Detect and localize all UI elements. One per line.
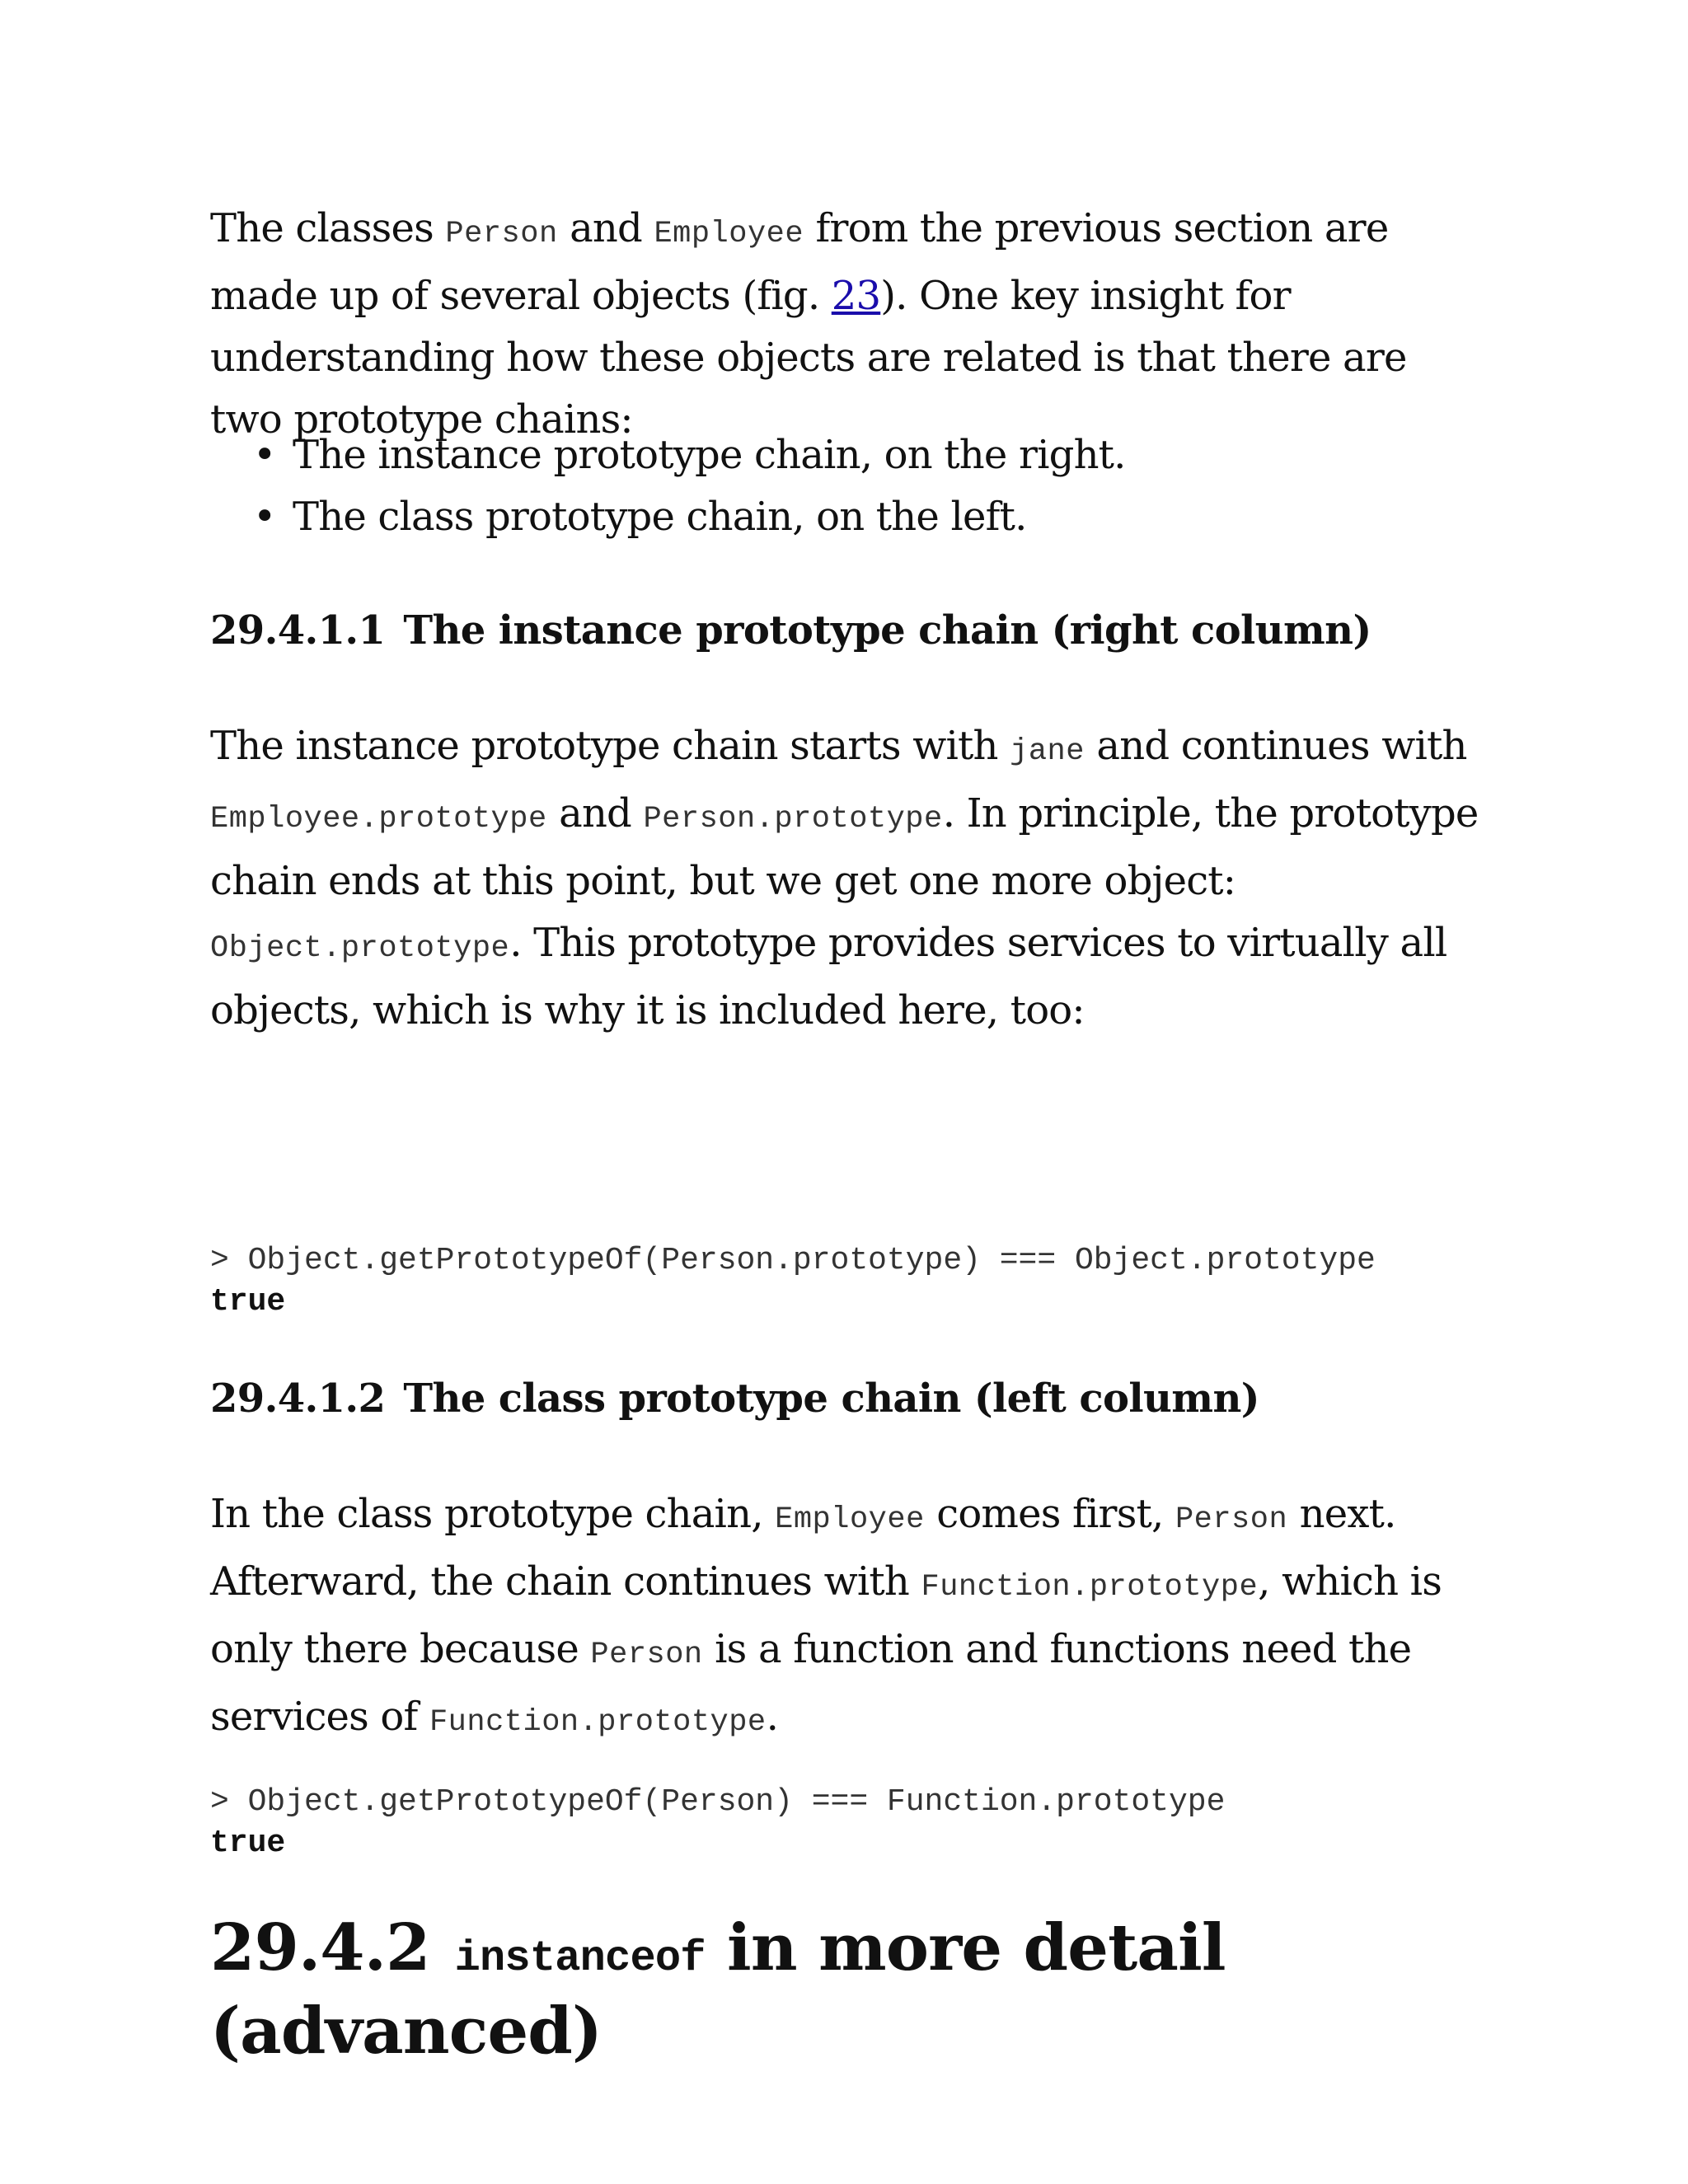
bullet-list xyxy=(210,424,1479,548)
code-input: > Object.getPrototypeOf(Person) === Function.prototype xyxy=(210,1784,1226,1820)
inline-code: Function.prototype xyxy=(921,1570,1259,1605)
inline-code: Employee xyxy=(775,1502,925,1537)
inline-code: Person xyxy=(590,1638,703,1672)
section-number: 29.4.1.1 xyxy=(210,607,386,654)
inline-code: Function.prototype xyxy=(429,1705,767,1740)
section-number: 29.4.1.2 xyxy=(210,1376,386,1422)
code-result: true xyxy=(210,1825,286,1861)
bullet-icon: • xyxy=(253,494,276,540)
heading-code: instanceof xyxy=(454,1934,706,1983)
section-number: 29.4.2 xyxy=(210,1910,430,1985)
section-heading-class-chain-title xyxy=(210,1368,1259,1430)
list-item: • The class prototype chain, on the left. xyxy=(210,486,1479,548)
section-title: The instance prototype chain (right column) xyxy=(403,607,1372,654)
section-heading-instanceof xyxy=(210,1912,1479,2068)
inline-code: jane xyxy=(1010,734,1085,769)
inline-code: Employee xyxy=(654,217,804,251)
code-block-class-chain xyxy=(210,1782,1225,1864)
inline-code: Person xyxy=(445,217,558,251)
section-title: The class prototype chain (left column) xyxy=(403,1376,1259,1422)
instance-chain-paragraph: The instance prototype chain starts with jane and continues with Employee.prototype and Person.prototype. In principle, the prototype chain ends at this point, but we get one more object: Object.prototype. This prototype provides services to virtually all objects, which is why it is included here, too: xyxy=(210,723,1479,1033)
inline-code: Person.prototype xyxy=(643,802,943,837)
intro-paragraph: The classes Person and Employee from the previous section are made up of several objects (fig. 23). One key insight for understanding how these objects are related is that there are two prototype chains: xyxy=(210,205,1407,443)
inline-code: Object.prototype xyxy=(210,931,510,966)
bullet-icon: • xyxy=(253,432,276,478)
list-item: • The instance prototype chain, on the right. xyxy=(210,424,1479,486)
code-input: > Object.getPrototypeOf(Person.prototype) === Object.prototype xyxy=(210,1243,1376,1278)
class-chain-paragraph: In the class prototype chain, Employee comes first, Person next. Afterward, the chain continues with Function.prototype, which is only there because Person is a function and functions need the services of Function.prototype. xyxy=(210,1491,1442,1740)
inline-code: Person xyxy=(1175,1502,1288,1537)
section-title: in more detail (advanced) xyxy=(210,1910,1226,2069)
section-heading-instance-chain xyxy=(210,600,1372,662)
code-block-instance-chain xyxy=(210,1240,1376,1323)
inline-code: Employee.prototype xyxy=(210,802,547,837)
figure-link[interactable]: 23 xyxy=(831,273,881,319)
code-result: true xyxy=(210,1284,286,1319)
